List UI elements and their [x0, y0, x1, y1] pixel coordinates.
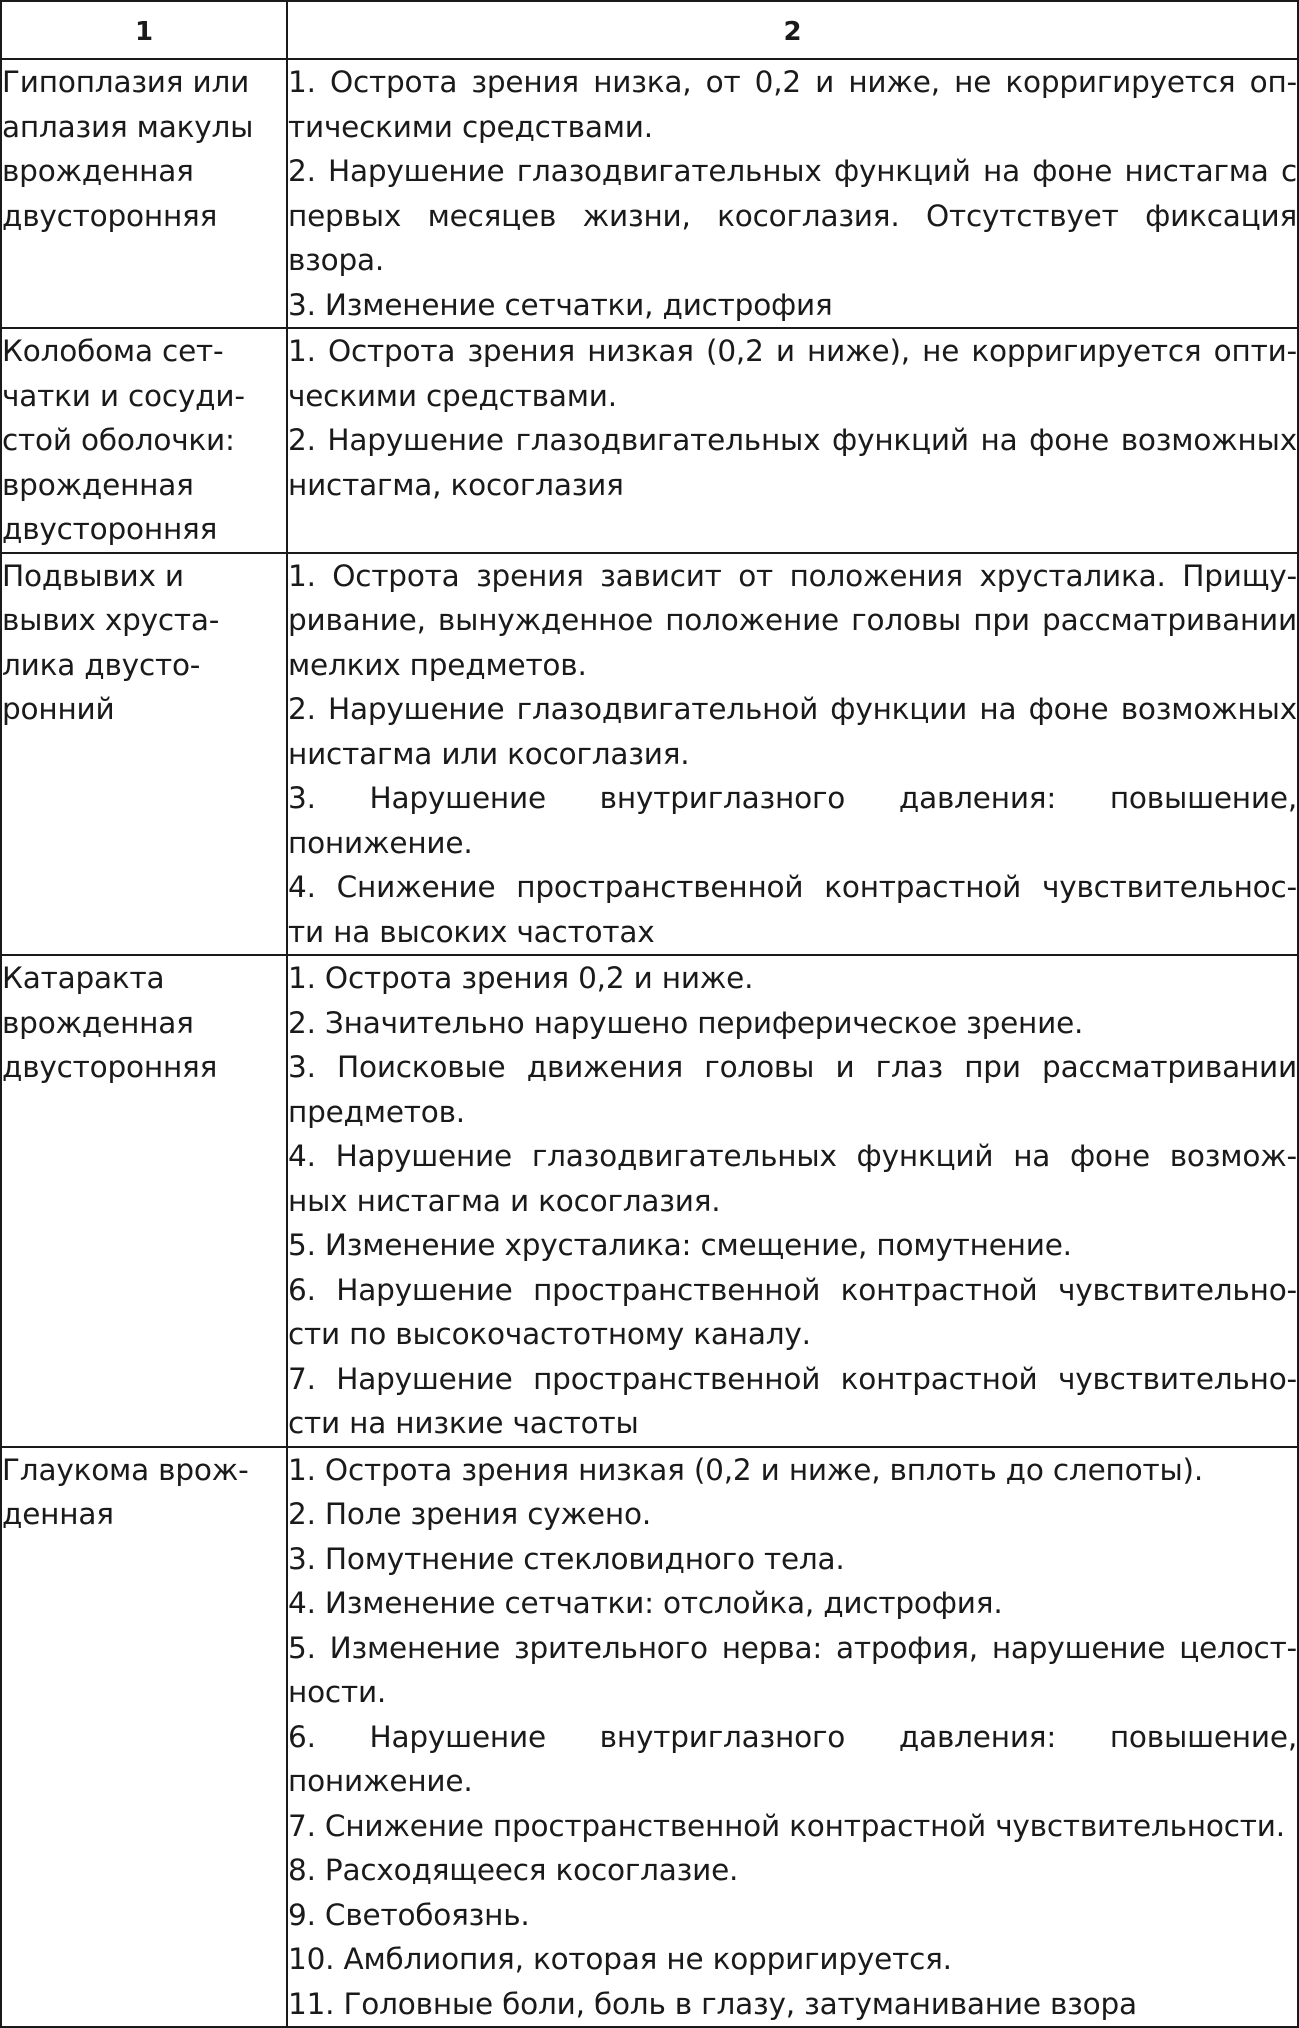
symptom-line: 7. Нарушение пространственной контрастной чувствительно- [288, 1361, 1297, 1396]
diagnosis-name-line: двусторонняя [2, 198, 218, 233]
symptom-line: 6. Нарушение внутриглазного давления: повышение, понижение. [288, 1719, 1297, 1798]
symptom-line: 2. Нарушение глазодвигательных функций на фоне нистагма с [288, 154, 1297, 188]
table-body [1, 59, 1298, 2027]
symptom-line: 2. Значительно нарушено периферическое зрение. [288, 1005, 1084, 1040]
diagnosis-name-line: Катаракта [2, 961, 165, 995]
symptom-line: 3. Изменение сетчатки, дистрофия [288, 287, 833, 322]
symptom-line: ческими средствами. [288, 378, 617, 413]
column-header-2: 2 [287, 1, 1298, 59]
diagnosis-name-line: аплазия макулы [2, 109, 254, 144]
symptom-line: 2. Нарушение глазодвигательной функции на фоне возможных [288, 692, 1297, 726]
symptom-line: ности. [288, 1675, 387, 1709]
diagnosis-name-line: Глаукома врож- [2, 1452, 249, 1487]
diagnosis-name-cell [1, 955, 287, 1447]
symptom-line: ти на высоких частотах [288, 914, 655, 949]
table-row [1, 553, 1298, 956]
diagnosis-name-cell [1, 1447, 287, 2028]
table-header-row [1, 1, 1298, 59]
symptom-line: ных нистагма и косоглазия. [288, 1183, 721, 1218]
diagnosis-name-line: стой оболочки: [2, 423, 235, 457]
symptom-line: 2. Поле зрения сужено. [288, 1497, 651, 1531]
symptom-line: 1. Острота зрения низка, от 0,2 и ниже, не корригируется оп- [288, 65, 1297, 99]
symptom-line: 1. Острота зрения зависит от положения хрусталика. Прищу- [288, 558, 1297, 593]
table-row [1, 59, 1298, 328]
symptom-line: 1. Острота зрения 0,2 и ниже. [288, 961, 754, 995]
symptom-line: 3. Поисковые движения головы и глаз при рассматривании [288, 1050, 1297, 1084]
symptom-line: 1. Острота зрения низкая (0,2 и ниже, вплоть до слепоты). [288, 1452, 1204, 1487]
symptom-line: 8. Расходящееся косоглазие. [288, 1853, 739, 1887]
diagnosis-name-line: врожденная [2, 467, 194, 502]
symptom-line: 7. Снижение пространственной контрастной чувствительности. [288, 1808, 1285, 1843]
symptom-line: 2. Нарушение глазодвигательных функций на фоне возможных [288, 423, 1297, 457]
diagnosis-name-line: Колобома сет- [2, 334, 224, 368]
table-row [1, 328, 1298, 553]
symptom-line: сти на низкие частоты [288, 1406, 639, 1440]
symptom-line: 4. Изменение сетчатки: отслойка, дистрофия. [288, 1586, 1003, 1620]
diagnosis-name-line: Подвывих и [2, 558, 184, 593]
symptoms-cell [287, 1447, 1298, 2028]
symptoms-cell [287, 955, 1298, 1447]
symptom-line: 10. Амблиопия, которая не корригируется. [288, 1942, 952, 1976]
diagnosis-name-line: врожденная [2, 1005, 194, 1040]
symptom-line: 4. Нарушение глазодвигательных функций на фоне возмож- [288, 1139, 1297, 1173]
diagnosis-name-line: вывих хруста- [2, 603, 220, 637]
diagnosis-name-cell [1, 59, 287, 328]
table-row [1, 1447, 1298, 2028]
symptom-line: 11. Головные боли, боль в глазу, затуманивание взора [288, 1986, 1137, 2021]
diagnosis-name-line: ронний [2, 692, 115, 726]
diagnosis-name-line: двусторонняя [2, 512, 218, 546]
symptom-line: предметов. [288, 1094, 465, 1129]
diagnosis-name-cell [1, 328, 287, 553]
diagnosis-name-line: лика двусто- [2, 647, 201, 682]
symptom-line: 1. Острота зрения низкая (0,2 и ниже), не корригируется опти- [288, 334, 1297, 368]
symptom-line: 5. Изменение хрусталика: смещение, помутнение. [288, 1228, 1072, 1262]
symptom-line: 6. Нарушение пространственной контрастной чувствительно- [288, 1272, 1297, 1307]
table-row [1, 955, 1298, 1447]
diagnosis-name-line: денная [2, 1497, 114, 1531]
symptoms-cell [287, 328, 1298, 553]
column-header-1: 1 [1, 1, 287, 59]
symptom-line: нистагма, косоглазия [288, 467, 624, 502]
symptom-line: 3. Помутнение стекловидного тела. [288, 1541, 845, 1576]
symptom-line: 5. Изменение зрительного нерва: атрофия, нарушение целост- [288, 1630, 1297, 1665]
symptom-line: нистагма или косоглазия. [288, 736, 690, 771]
diagnosis-name-line: чатки и сосуди- [2, 378, 245, 413]
symptoms-cell [287, 553, 1298, 956]
symptom-line: 9. Светобоязнь. [288, 1897, 530, 1932]
diagnosis-name-cell [1, 553, 287, 956]
symptom-line: мелких предметов. [288, 647, 587, 682]
symptom-line: первых месяцев жизни, косоглазия. Отсутствует фиксация взора. [288, 198, 1297, 277]
diagnosis-name-line: двусторонняя [2, 1050, 218, 1084]
diagnosis-name-line: Гипоплазия или [2, 65, 250, 99]
symptom-line: 3. Нарушение внутриглазного давления: повышение, понижение. [288, 781, 1297, 860]
symptoms-cell [287, 59, 1298, 328]
symptom-line: сти по высокочастотному каналу. [288, 1317, 811, 1351]
symptom-line: ривание, вынужденное положение головы при рассматривании [288, 603, 1297, 637]
symptom-line: тическими средствами. [288, 109, 653, 144]
symptom-line: 4. Снижение пространственной контрастной чувствительнос- [288, 870, 1297, 904]
diagnosis-name-line: врожденная [2, 154, 194, 188]
